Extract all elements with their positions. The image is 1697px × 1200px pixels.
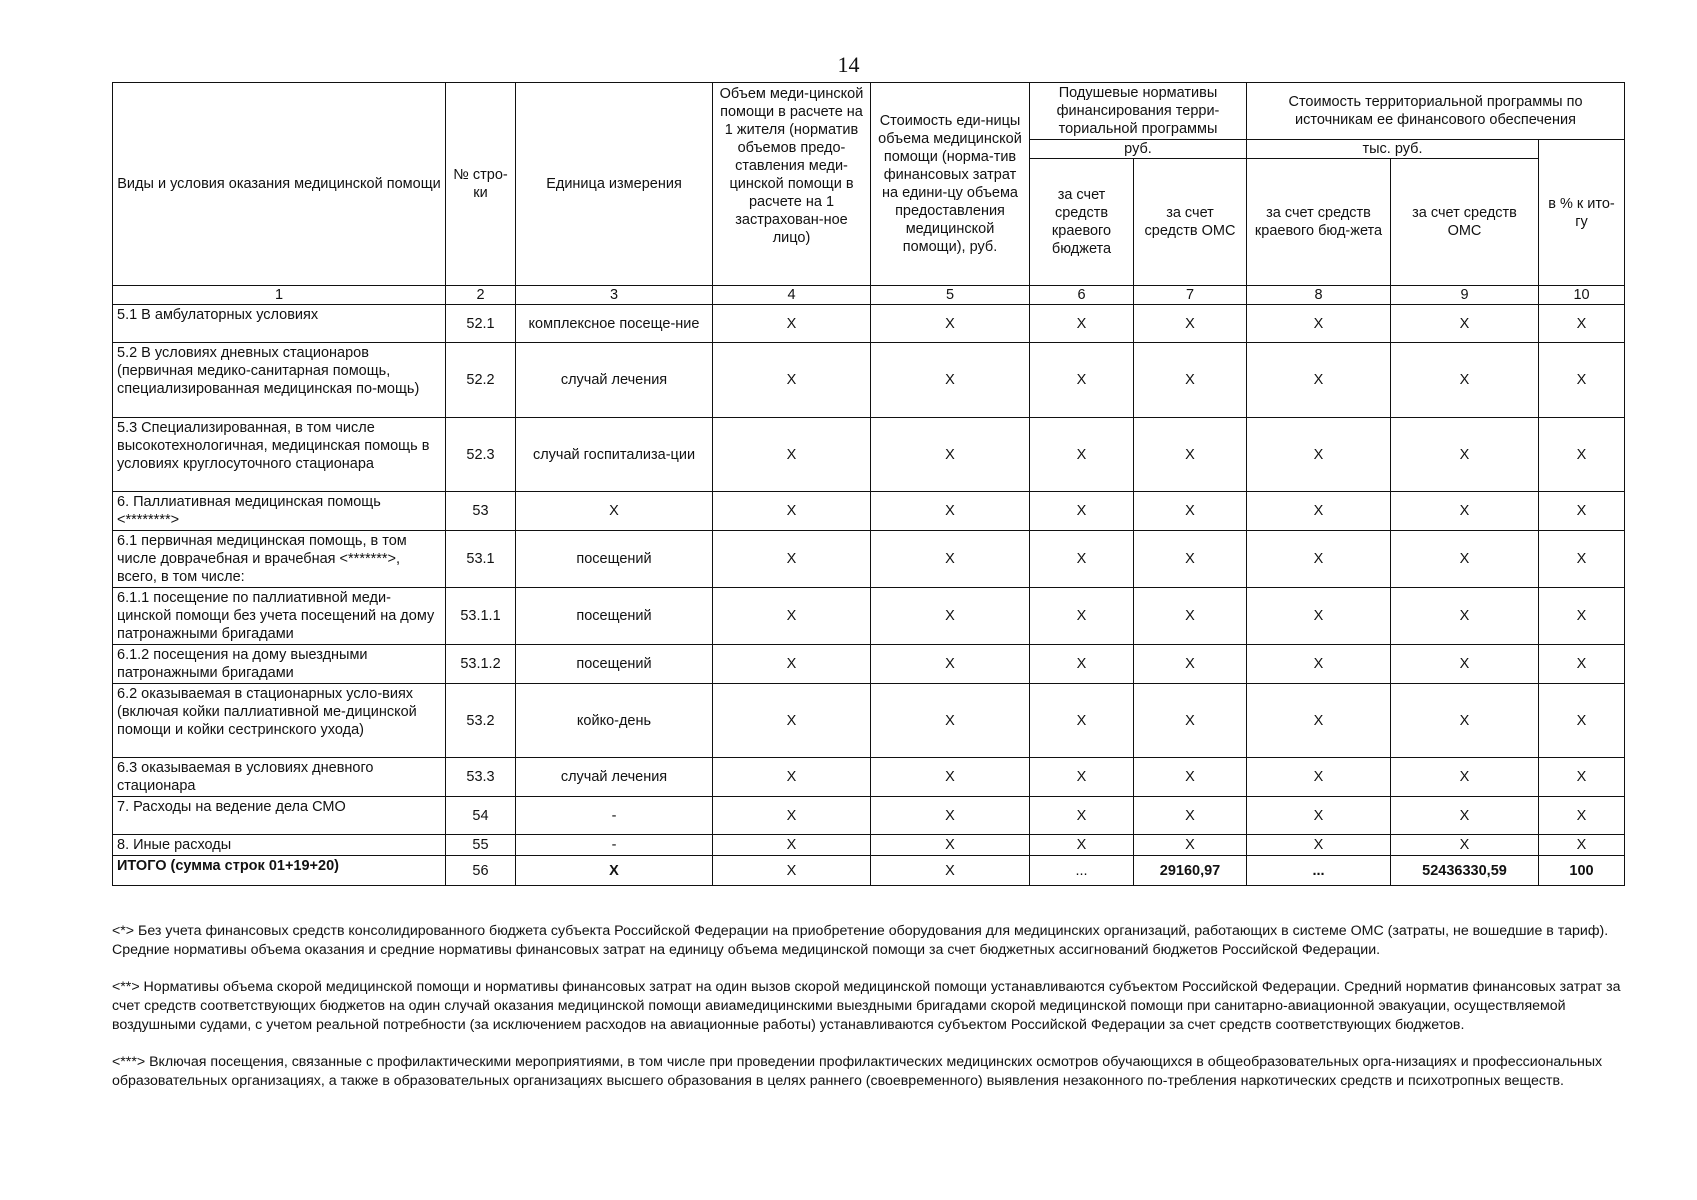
row-label: 7. Расходы на ведение дела СМО: [113, 797, 446, 835]
column-number: 5: [871, 286, 1030, 305]
row-percent: X: [1539, 588, 1625, 645]
row-percapita-budget: X: [1030, 835, 1134, 856]
row-cost-budget: X: [1247, 418, 1391, 492]
row-cost-budget: X: [1247, 531, 1391, 588]
row-unit-cost: X: [871, 305, 1030, 343]
row-percapita-oms: X: [1134, 492, 1247, 531]
row-percapita-budget: X: [1030, 343, 1134, 418]
row-percapita-oms: 29160,97: [1134, 856, 1247, 886]
row-number: 54: [446, 797, 516, 835]
table-row: [113, 343, 1625, 418]
row-number: 53.1: [446, 531, 516, 588]
table-row: [113, 856, 1625, 886]
header-percent: в % к ито-гу: [1539, 140, 1625, 286]
header-percapita-group: Подушевые нормативы финансирования терри-ториальной программы: [1030, 83, 1247, 140]
row-label: 5.3 Специализированная, в том числе высокотехнологичная, медицинская помощь в условиях круглосуточного стационара: [113, 418, 446, 492]
header-care-types: Виды и условия оказания медицинской помощи: [113, 83, 446, 286]
table-row: [113, 492, 1625, 531]
row-percapita-oms: X: [1134, 645, 1247, 684]
row-percent: X: [1539, 758, 1625, 797]
row-cost-oms: X: [1391, 645, 1539, 684]
row-cost-oms: X: [1391, 343, 1539, 418]
row-unit-cost: X: [871, 343, 1030, 418]
row-volume: X: [713, 835, 871, 856]
row-volume: X: [713, 531, 871, 588]
row-cost-oms: X: [1391, 305, 1539, 343]
row-percent: X: [1539, 305, 1625, 343]
row-cost-budget: ...: [1247, 856, 1391, 886]
row-percapita-budget: X: [1030, 684, 1134, 758]
column-number: 8: [1247, 286, 1391, 305]
row-unit: койко-день: [516, 684, 713, 758]
row-percent: X: [1539, 797, 1625, 835]
row-percent: X: [1539, 684, 1625, 758]
header-cost-group: Стоимость территориальной программы по источникам ее финансового обеспечения: [1247, 83, 1625, 140]
row-label: 6.1 первичная медицинская помощь, в том числе доврачебная и врачебная <*******>, всего, в том числе:: [113, 531, 446, 588]
header-volume-text: Объем меди-цинской помощи в расчете на 1 жителя (норматив объемов предо-ставления меди-цинской помощи в расчете на 1 застрахован-ное лицо): [719, 86, 864, 246]
row-percent: X: [1539, 492, 1625, 531]
row-percapita-budget: X: [1030, 305, 1134, 343]
row-volume: X: [713, 418, 871, 492]
row-number: 52.1: [446, 305, 516, 343]
row-percapita-budget: ...: [1030, 856, 1134, 886]
row-cost-oms: X: [1391, 835, 1539, 856]
header-percapita-oms: за счет средств ОМС: [1134, 159, 1247, 286]
row-number: 53.2: [446, 684, 516, 758]
row-number: 52.2: [446, 343, 516, 418]
row-label: 6.2 оказываемая в стационарных усло-виях (включая койки паллиативной ме-дицинской помощи и койки сестринского ухода): [113, 684, 446, 758]
row-unit-cost: X: [871, 492, 1030, 531]
row-label: 8. Иные расходы: [113, 835, 446, 856]
row-volume: X: [713, 588, 871, 645]
row-number: 52.3: [446, 418, 516, 492]
row-label: ИТОГО (сумма строк 01+19+20): [113, 856, 446, 886]
row-unit-cost: X: [871, 418, 1030, 492]
row-cost-oms: X: [1391, 758, 1539, 797]
row-cost-oms: X: [1391, 797, 1539, 835]
header-cost-oms: за счет средств ОМС: [1391, 159, 1539, 286]
table-row: [113, 531, 1625, 588]
row-percapita-oms: X: [1134, 758, 1247, 797]
header-row: [113, 83, 1625, 140]
row-cost-oms: X: [1391, 588, 1539, 645]
row-percapita-oms: X: [1134, 797, 1247, 835]
row-volume: X: [713, 758, 871, 797]
table-row: [113, 588, 1625, 645]
table-row: [113, 684, 1625, 758]
row-percapita-oms: X: [1134, 418, 1247, 492]
row-volume: X: [713, 343, 871, 418]
row-number: 53.1.1: [446, 588, 516, 645]
row-percapita-budget: X: [1030, 645, 1134, 684]
row-volume: X: [713, 645, 871, 684]
row-cost-oms: X: [1391, 531, 1539, 588]
header-cost-unit: тыс. руб.: [1247, 140, 1539, 159]
column-number: 7: [1134, 286, 1247, 305]
column-number: 6: [1030, 286, 1134, 305]
row-unit: случай лечения: [516, 343, 713, 418]
row-percapita-oms: X: [1134, 588, 1247, 645]
header-volume: [713, 83, 871, 286]
row-unit-cost: X: [871, 758, 1030, 797]
footnote: <**> Нормативы объема скорой медицинской помощи и нормативы финансовых затрат на один вызов скорой медицинской помощи устанавливаются субъектом Российской Федерации. Средний норматив финансовых затрат за счет средств соответствующих бюджетов на один случай оказания медицинской помощи авиамедицинскими выездными бригадами скорой медицинской помощи при санитарно-авиационной эвакуации, осуществляемой воздушными судами, с учетом реальной потребности (за исключением расходов на авиационные работы) устанавливаются субъектом Российской Федерации за счет средств соответствующих бюджетов.: [112, 979, 1621, 1033]
row-unit-cost: X: [871, 645, 1030, 684]
row-cost-oms: X: [1391, 492, 1539, 531]
column-number: 2: [446, 286, 516, 305]
footnote: <*> Без учета финансовых средств консолидированного бюджета субъекта Российской Федерации на приобретение оборудования для медицинских организаций, работающих в системе ОМС (затраты, не вошедшие в тариф). Средние нормативы объема оказания и средние нормативы финансовых затрат на единицу объема медицинской помощи за счет бюджетных ассигнований бюджетов Российской Федерации.: [112, 923, 1609, 958]
table-row: [113, 835, 1625, 856]
financing-table: [112, 82, 1625, 886]
header-row-number: № стро-ки: [446, 83, 516, 286]
row-volume: X: [713, 492, 871, 531]
row-cost-budget: X: [1247, 797, 1391, 835]
row-cost-oms: X: [1391, 684, 1539, 758]
row-cost-budget: X: [1247, 835, 1391, 856]
row-label: 6.1.2 посещения на дому выездными патронажными бригадами: [113, 645, 446, 684]
header-cost-budget: за счет средств краевого бюд-жета: [1247, 159, 1391, 286]
row-percent: X: [1539, 418, 1625, 492]
row-unit: X: [516, 856, 713, 886]
row-unit: X: [516, 492, 713, 531]
row-unit-cost: X: [871, 797, 1030, 835]
row-cost-oms: 52436330,59: [1391, 856, 1539, 886]
row-cost-budget: X: [1247, 343, 1391, 418]
row-number: 53: [446, 492, 516, 531]
column-number: 10: [1539, 286, 1625, 305]
row-volume: X: [713, 856, 871, 886]
table-row: [113, 305, 1625, 343]
row-percent: X: [1539, 645, 1625, 684]
row-unit: комплексное посеще-ние: [516, 305, 713, 343]
header-unit-cost: Стоимость еди-ницы объема медицинской помощи (норма-тив финансовых затрат на едини-цу объема предоставления медицинской помощи), руб.: [871, 83, 1030, 286]
row-volume: X: [713, 305, 871, 343]
row-unit: случай лечения: [516, 758, 713, 797]
row-unit-cost: X: [871, 684, 1030, 758]
row-percent: X: [1539, 531, 1625, 588]
row-cost-budget: X: [1247, 492, 1391, 531]
table-row: [113, 758, 1625, 797]
row-unit-cost: X: [871, 531, 1030, 588]
row-percapita-budget: X: [1030, 797, 1134, 835]
column-number: 9: [1391, 286, 1539, 305]
row-percapita-oms: X: [1134, 684, 1247, 758]
row-percapita-budget: X: [1030, 588, 1134, 645]
row-label: 6. Паллиативная медицинская помощь <********>: [113, 492, 446, 531]
row-percent: X: [1539, 835, 1625, 856]
row-number: 55: [446, 835, 516, 856]
row-percapita-budget: X: [1030, 758, 1134, 797]
table-row: [113, 797, 1625, 835]
row-label: 5.1 В амбулаторных условиях: [113, 305, 446, 343]
row-unit: посещений: [516, 531, 713, 588]
row-percapita-budget: X: [1030, 418, 1134, 492]
row-label: 6.3 оказываемая в условиях дневного стационара: [113, 758, 446, 797]
row-percent: X: [1539, 343, 1625, 418]
row-unit-cost: X: [871, 588, 1030, 645]
row-cost-budget: X: [1247, 645, 1391, 684]
row-label: 5.2 В условиях дневных стационаров (первичная медико-санитарная помощь, специализированная медицинская по-мощь): [113, 343, 446, 418]
row-unit: -: [516, 797, 713, 835]
page-number: 14: [837, 52, 860, 77]
row-label: 6.1.1 посещение по паллиативной меди-цинской помощи без учета посещений на дому патронажными бригадами: [113, 588, 446, 645]
row-volume: X: [713, 684, 871, 758]
row-percapita-oms: X: [1134, 343, 1247, 418]
row-cost-budget: X: [1247, 305, 1391, 343]
header-percapita-unit: руб.: [1030, 140, 1247, 159]
column-numbers-row: [113, 286, 1625, 305]
row-unit-cost: X: [871, 835, 1030, 856]
row-number: 56: [446, 856, 516, 886]
table-row: [113, 645, 1625, 684]
table-row: [113, 418, 1625, 492]
row-percent: 100: [1539, 856, 1625, 886]
row-percapita-oms: X: [1134, 835, 1247, 856]
row-percapita-oms: X: [1134, 305, 1247, 343]
row-number: 53.3: [446, 758, 516, 797]
header-unit: Единица измерения: [516, 83, 713, 286]
row-percapita-budget: X: [1030, 531, 1134, 588]
row-unit: -: [516, 835, 713, 856]
row-percapita-budget: X: [1030, 492, 1134, 531]
row-unit: посещений: [516, 645, 713, 684]
row-cost-budget: X: [1247, 684, 1391, 758]
row-unit-cost: X: [871, 856, 1030, 886]
row-unit: посещений: [516, 588, 713, 645]
column-number: 4: [713, 286, 871, 305]
footnotes: [112, 922, 1622, 1109]
row-cost-oms: X: [1391, 418, 1539, 492]
row-unit: случай госпитализа-ции: [516, 418, 713, 492]
row-number: 53.1.2: [446, 645, 516, 684]
row-percapita-oms: X: [1134, 531, 1247, 588]
column-number: 1: [113, 286, 446, 305]
column-number: 3: [516, 286, 713, 305]
row-volume: X: [713, 797, 871, 835]
header-percapita-budget: за счет средств краевого бюджета: [1030, 159, 1134, 286]
row-cost-budget: X: [1247, 758, 1391, 797]
footnote: <***> Включая посещения, связанные с профилактическими мероприятиями, в том числе при проведении профилактических медицинских осмотров обучающихся в общеобразовательных орга-низациях и профессиональных образовательных организациях, а также в образовательных организациях высшего образования в целях раннего (своевременного) выявления незаконного по-требления наркотических средств и психотропных веществ.: [112, 1054, 1603, 1089]
row-cost-budget: X: [1247, 588, 1391, 645]
